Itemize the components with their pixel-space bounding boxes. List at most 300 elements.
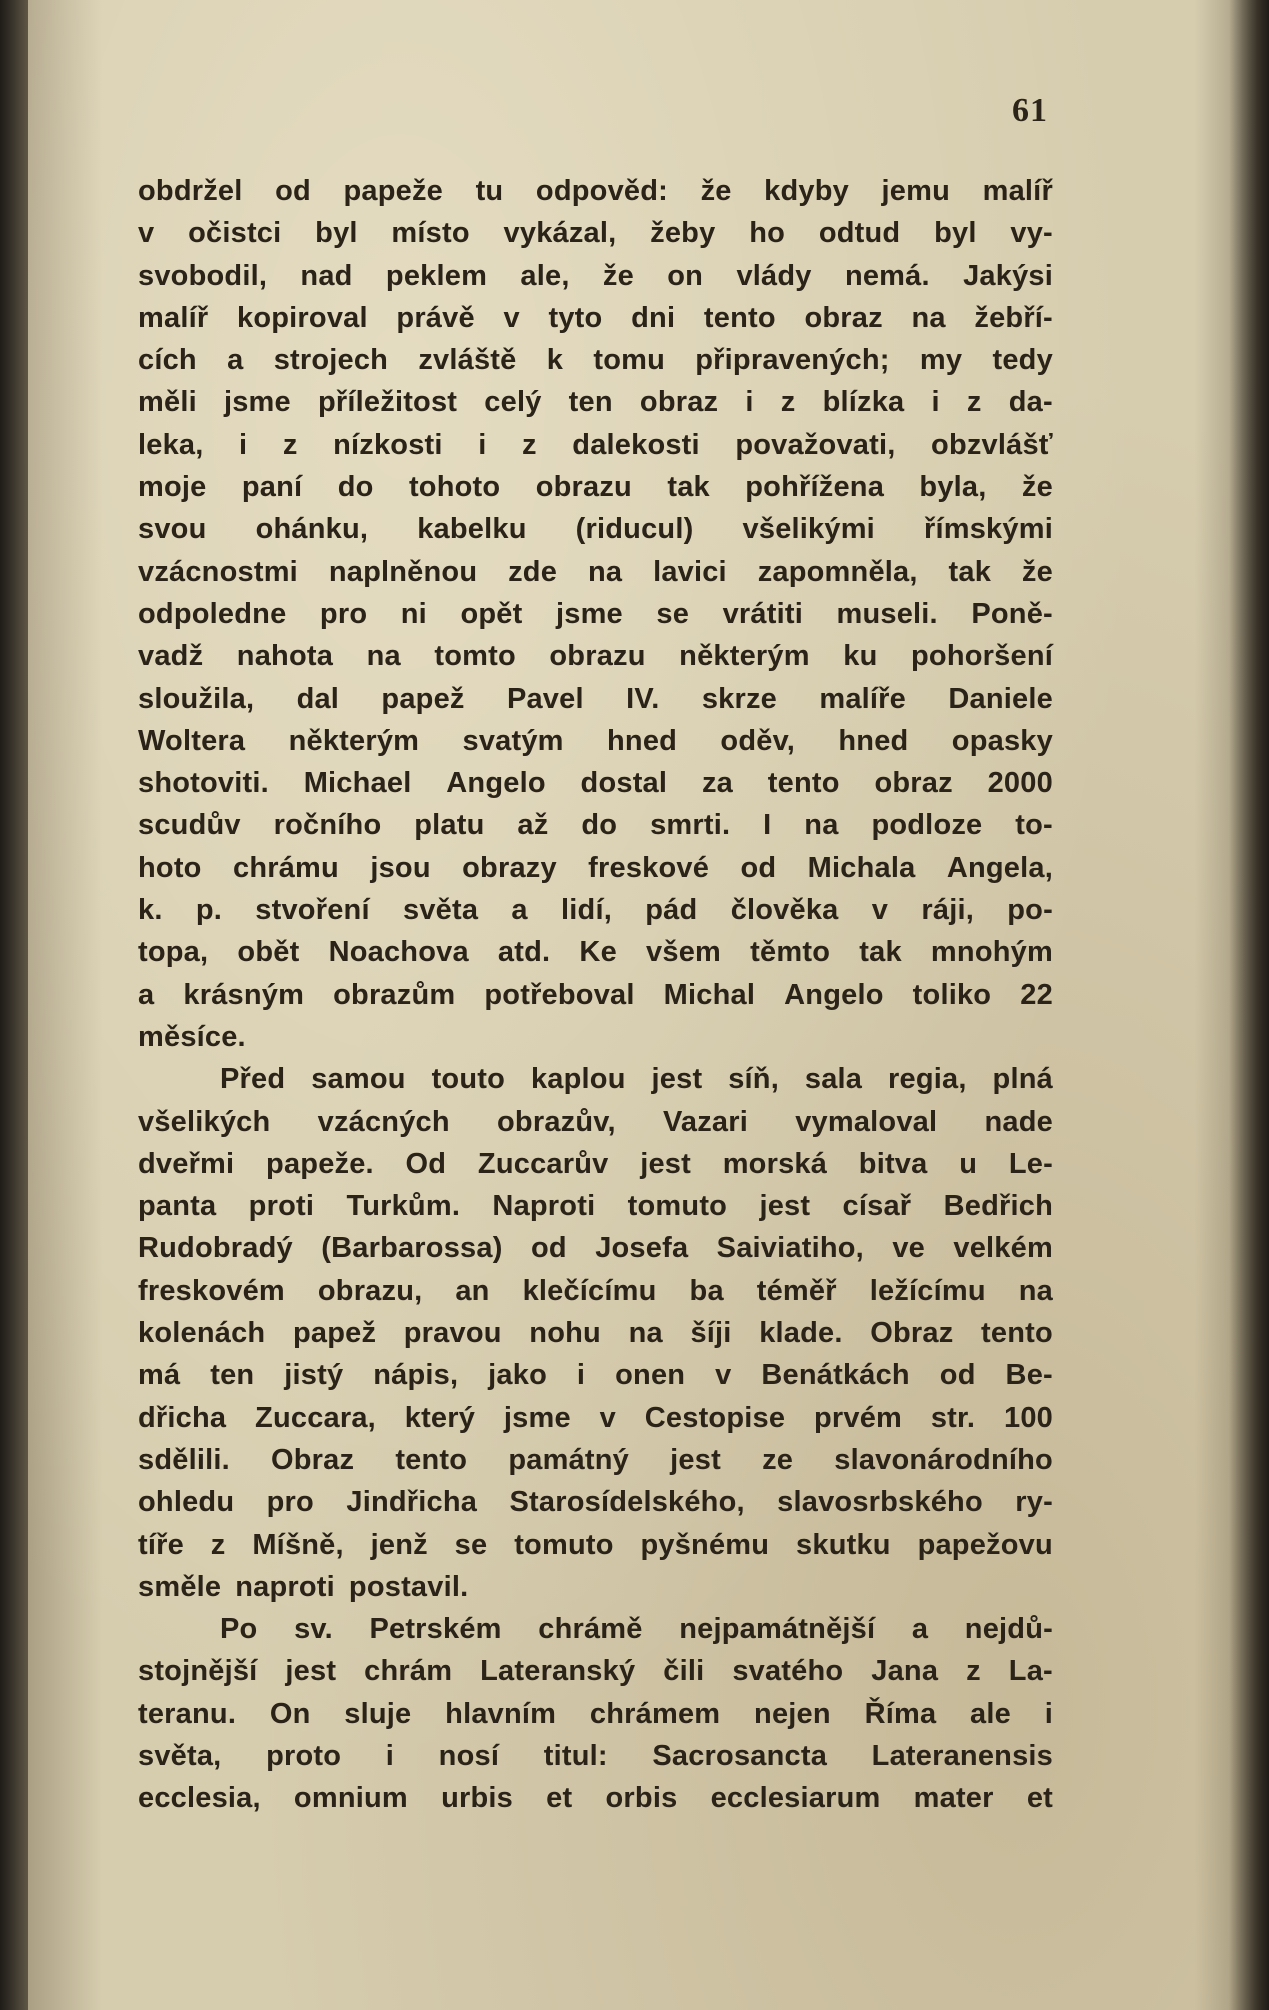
word: my (919, 344, 963, 377)
word: nejdů- (964, 1613, 1053, 1646)
word: oděv, (720, 724, 796, 757)
word: od (740, 851, 777, 884)
word: Lateranský (480, 1655, 636, 1688)
word: jest (640, 1147, 691, 1180)
word: jistý (284, 1359, 344, 1392)
text-line (138, 508, 1053, 550)
word: ohledu (138, 1486, 235, 1519)
word: klečícímu (522, 1274, 657, 1307)
word: skutku (796, 1528, 891, 1561)
word: Od (405, 1147, 447, 1180)
word: na (911, 301, 946, 334)
word: dřicha (138, 1401, 227, 1434)
word: ni (400, 597, 427, 630)
word: byl (934, 217, 977, 250)
word: tomto (434, 640, 516, 673)
word: jenž (370, 1528, 428, 1561)
word: (Barbarossa) (321, 1232, 503, 1265)
word: Před (220, 1063, 286, 1096)
word: některým (679, 640, 810, 673)
text-line (138, 1058, 1053, 1100)
word: i (745, 386, 754, 419)
word: nade (984, 1105, 1053, 1138)
word: ku (843, 640, 878, 673)
word: tomuto (627, 1190, 728, 1223)
word: morská (722, 1147, 828, 1180)
word: pohřížena (745, 471, 885, 504)
word: proto (266, 1739, 342, 1772)
word: topa, (138, 936, 209, 969)
word: vymaloval (795, 1105, 938, 1138)
word: Obraz (870, 1317, 954, 1350)
word: jest (651, 1063, 703, 1096)
text-line (138, 1227, 1053, 1269)
word: podloze (871, 809, 983, 842)
text-line (138, 1270, 1053, 1312)
text-line (138, 678, 1053, 720)
word: ba (689, 1274, 724, 1307)
word: zapomněla, (757, 555, 918, 588)
word: že (700, 175, 732, 207)
word: museli. (836, 597, 938, 630)
word: ráji, (921, 894, 974, 927)
word: sloužila, (138, 682, 255, 715)
word: obrazy (462, 851, 557, 884)
word: odpověd: (535, 175, 668, 207)
word: nosí (438, 1739, 500, 1772)
text-line (138, 931, 1053, 973)
word: papež (292, 1317, 377, 1350)
word: vykázal, (503, 217, 617, 250)
word: síň, (728, 1063, 779, 1096)
word: od (275, 175, 311, 207)
word: z (966, 1655, 981, 1688)
word: ročního (273, 809, 382, 842)
text-line (138, 1185, 1053, 1227)
word: obrazu (549, 640, 646, 673)
word: některým (288, 724, 420, 757)
word: nad (300, 259, 353, 292)
word: Daniele (948, 682, 1053, 715)
word: nejpamátnější (679, 1613, 876, 1646)
word: tomu (593, 344, 666, 377)
word: připravených; (695, 344, 890, 377)
word: strojech (273, 344, 389, 377)
word: hlavním (445, 1697, 557, 1730)
word: sluje (344, 1697, 412, 1730)
word: císař (842, 1190, 912, 1223)
word: Angela, (946, 851, 1053, 884)
word: stojnější (138, 1655, 258, 1688)
word: i (239, 428, 248, 461)
word: nejen (754, 1697, 831, 1730)
word: opět (460, 597, 523, 630)
word: z (780, 386, 796, 419)
word: který (404, 1401, 476, 1434)
word: teranu. (138, 1697, 237, 1730)
word: sv. (294, 1613, 333, 1646)
word: svatého (732, 1655, 844, 1688)
word: scudův (138, 809, 241, 842)
word: (riducul) (575, 513, 694, 546)
word: papeže. (266, 1147, 374, 1180)
word: Angelo (784, 978, 884, 1011)
word: z (966, 386, 982, 419)
word: obrazův, (497, 1105, 616, 1138)
word: žeby (650, 217, 716, 250)
word: papež (381, 682, 465, 715)
word: jsou (370, 851, 431, 884)
word: pád (645, 894, 698, 927)
word: měli (138, 386, 197, 419)
word: tak (948, 555, 992, 588)
word: šíji (690, 1317, 732, 1350)
word: z (282, 428, 298, 461)
word: velkém (953, 1232, 1053, 1265)
word: a (511, 894, 528, 927)
word: chrámě (538, 1613, 643, 1646)
word: samou (311, 1063, 406, 1096)
word: Poně- (971, 597, 1053, 630)
page-number: 61 (1012, 92, 1048, 129)
word: 22 (1020, 978, 1053, 1011)
word: považovati, (735, 428, 896, 461)
word: ohánku, (255, 513, 369, 546)
word: chrámu (232, 851, 339, 884)
word: pohoršení (911, 640, 1053, 673)
word: Rudobradý (138, 1232, 293, 1265)
word: tohoto (408, 471, 501, 504)
word: Po (220, 1613, 258, 1646)
word: to- (1015, 809, 1053, 842)
word: celý (484, 386, 542, 419)
word: malíře (819, 682, 906, 715)
text-line (138, 1354, 1053, 1396)
word: v (715, 1359, 732, 1392)
word: a (227, 344, 244, 377)
word: mnohým (930, 936, 1053, 969)
word: z (210, 1528, 226, 1561)
text-line (138, 847, 1053, 889)
word: vadž (138, 640, 204, 673)
word: freskovém (138, 1274, 285, 1307)
word: hned (607, 724, 678, 757)
word: světa, (138, 1739, 222, 1772)
word: IV. (626, 682, 660, 715)
word: odpoledne (138, 597, 287, 630)
word: jest (285, 1655, 337, 1688)
text-line (138, 424, 1053, 466)
word: Michael (303, 767, 412, 800)
word: všem (646, 936, 722, 969)
word: I (763, 809, 772, 842)
word: Jana (871, 1655, 939, 1688)
word: obraz (874, 767, 953, 800)
word: tak (859, 936, 902, 969)
word: svobodil, (138, 259, 268, 292)
word: příležitost (318, 386, 458, 419)
word: panta (138, 1190, 217, 1223)
text-line (138, 1312, 1053, 1354)
word: svou (138, 513, 207, 546)
word: klade. (759, 1317, 843, 1350)
word: naplněnou (328, 555, 478, 588)
word: na (1018, 1274, 1053, 1307)
word: Noachova (328, 936, 469, 969)
word: sala (804, 1063, 863, 1096)
text-line (138, 170, 1053, 212)
word: moje (138, 471, 207, 504)
word: nemá. (844, 259, 930, 292)
word: Josefa (595, 1232, 689, 1265)
word: postavil. (348, 1570, 469, 1603)
word: k (546, 344, 564, 377)
word: nahota (236, 640, 334, 673)
word: z (522, 428, 537, 461)
word: Pavel (506, 682, 584, 715)
word: orbis (605, 1782, 678, 1815)
word: obraz (804, 301, 883, 334)
word: onen (615, 1359, 686, 1392)
word: leka, (138, 428, 204, 461)
word: str. (930, 1401, 976, 1434)
word: se (454, 1528, 488, 1561)
word: Michala (807, 851, 916, 884)
word: Be- (1005, 1359, 1053, 1392)
word: všelikými (742, 513, 875, 546)
word: byl (315, 217, 358, 250)
word: tedy (992, 344, 1053, 377)
word: pro (266, 1486, 314, 1519)
text-line (138, 297, 1053, 339)
word: ale, (520, 259, 570, 292)
page-edge-shadow (1229, 0, 1269, 2010)
word: jsme (503, 1401, 571, 1434)
word: zvláště (418, 344, 517, 377)
word: od (530, 1232, 567, 1265)
text-line (138, 762, 1053, 804)
word: smrti. (650, 809, 731, 842)
word: ležícímu (869, 1274, 986, 1307)
word: a (911, 1613, 929, 1646)
text-line (138, 1016, 1053, 1058)
word: prvém (813, 1401, 903, 1434)
word: malíř (982, 175, 1053, 207)
word: tyto (548, 301, 603, 334)
text-line (138, 255, 1053, 297)
word: odtud (818, 217, 901, 250)
word: tento (981, 1317, 1053, 1350)
word: Zuccarův (477, 1147, 609, 1180)
word: člověka (730, 894, 839, 927)
word: i (1044, 1697, 1053, 1730)
word: titul: (543, 1739, 608, 1772)
word: et (1026, 1782, 1053, 1815)
word: Říma (864, 1697, 937, 1730)
word: téměř (756, 1274, 837, 1307)
word: dveřmi (138, 1147, 235, 1180)
word: v (599, 1401, 616, 1434)
text-line (138, 1397, 1053, 1439)
word: Bedřich (943, 1190, 1053, 1223)
word: chrám (364, 1655, 453, 1688)
word: Sacrosancta (652, 1739, 828, 1772)
word: vlády (736, 259, 812, 292)
word: obdržel (138, 175, 243, 207)
word: dal (296, 682, 340, 715)
word: Starosídelského, (509, 1486, 745, 1519)
word: se (656, 597, 690, 630)
word: on (667, 259, 704, 292)
word: et (546, 1782, 573, 1815)
word: očistci (188, 217, 282, 250)
word: slavonárodního (834, 1443, 1053, 1476)
word: světa (402, 894, 479, 927)
word: dostal (580, 767, 668, 800)
word: v (871, 894, 889, 927)
word: i (576, 1359, 586, 1392)
word: dalekosti (572, 428, 700, 461)
word: vrátiti (722, 597, 803, 630)
word: k. (138, 894, 163, 927)
word: jest (670, 1443, 721, 1476)
word: obrazům (333, 978, 456, 1011)
word: čili (663, 1655, 705, 1688)
word: peklem (385, 259, 488, 292)
word: že (1021, 471, 1053, 504)
text-line (138, 551, 1053, 593)
word: papeže (343, 175, 443, 207)
word: památný (508, 1443, 630, 1476)
word: blízka (822, 386, 905, 419)
word: Benátkách (761, 1359, 910, 1392)
word: Vazari (662, 1105, 748, 1138)
word: dni (631, 301, 676, 334)
word: těmto (750, 936, 831, 969)
word: p. (195, 894, 223, 927)
word: na (366, 640, 401, 673)
text-line (138, 212, 1053, 254)
word: právě (396, 301, 475, 334)
word: paní (241, 471, 303, 504)
word: jsme (223, 386, 291, 419)
text-line (138, 1101, 1053, 1143)
word: obrazu (535, 471, 632, 504)
word: že (1021, 555, 1053, 588)
word: ze (762, 1443, 794, 1476)
word: Woltera (138, 724, 246, 757)
word: nízkosti (333, 428, 443, 461)
word: sdělili. (138, 1443, 230, 1476)
word: ten (210, 1359, 255, 1392)
word: v (503, 301, 520, 334)
word: regia, (888, 1063, 967, 1096)
text-line (138, 593, 1053, 635)
word: nohu (529, 1317, 601, 1350)
word: i (931, 386, 940, 419)
word: Ke (579, 936, 617, 969)
word: že (602, 259, 634, 292)
word: La- (1008, 1655, 1053, 1688)
word: Míšně, (252, 1528, 344, 1561)
word: skrze (701, 682, 777, 715)
word: na (628, 1317, 663, 1350)
word: vy- (1010, 217, 1053, 250)
word: bitva (858, 1147, 928, 1180)
word: v (138, 217, 155, 250)
word: a (138, 978, 155, 1011)
word: an (455, 1274, 490, 1307)
text-line (138, 1439, 1053, 1481)
word: Jindřicha (346, 1486, 478, 1519)
word: Lateranensis (871, 1739, 1053, 1772)
word: místo (391, 217, 470, 250)
word: Turkům. (346, 1190, 461, 1223)
word: Zuccara, (255, 1401, 376, 1434)
word: za (701, 767, 733, 800)
word: 100 (1004, 1401, 1053, 1434)
word: obzvlášť (931, 428, 1053, 461)
word: římskými (924, 513, 1053, 546)
word: všelikých (138, 1105, 271, 1138)
text-line (138, 1481, 1053, 1523)
word: naproti (235, 1570, 335, 1603)
word: freskové (588, 851, 710, 884)
word: má (138, 1359, 181, 1392)
word: plná (992, 1063, 1053, 1096)
word: Saiviatiho, (716, 1232, 864, 1265)
text-line (138, 635, 1053, 677)
word: kdyby (764, 175, 849, 207)
word: i (478, 428, 487, 461)
word: chrámem (589, 1697, 721, 1730)
text-line (138, 381, 1053, 423)
word: tíře (138, 1528, 184, 1561)
text-line (138, 1608, 1053, 1650)
word: pravou (403, 1317, 502, 1350)
text-line (138, 1735, 1053, 1777)
word: až (517, 809, 549, 842)
word: Angelo (446, 767, 546, 800)
word: pyšnému (640, 1528, 770, 1561)
word: u (959, 1147, 978, 1180)
text-line (138, 804, 1053, 846)
word: Le- (1008, 1147, 1053, 1180)
word: shotoviti. (138, 767, 269, 800)
word: Cestopise (644, 1401, 786, 1434)
word: tak (667, 471, 710, 504)
word: slavosrbského (777, 1486, 983, 1519)
word: svatým (462, 724, 564, 757)
word: po- (1007, 894, 1053, 927)
word: omnium (293, 1782, 408, 1815)
word: ecclesia, (138, 1782, 261, 1815)
word: do (337, 471, 374, 504)
word: Petrském (369, 1613, 502, 1646)
word: kaplou (530, 1063, 626, 1096)
word: urbis (441, 1782, 513, 1815)
word: cích (138, 344, 197, 377)
word: ecclesiarum (710, 1782, 881, 1815)
word: od (939, 1359, 976, 1392)
word: ten (568, 386, 613, 419)
word: směle (138, 1570, 222, 1603)
word: lavici (653, 555, 727, 588)
word: Naproti (492, 1190, 596, 1223)
word: zde (508, 555, 558, 588)
word: ry- (1015, 1486, 1053, 1519)
text-line (138, 1524, 1053, 1566)
